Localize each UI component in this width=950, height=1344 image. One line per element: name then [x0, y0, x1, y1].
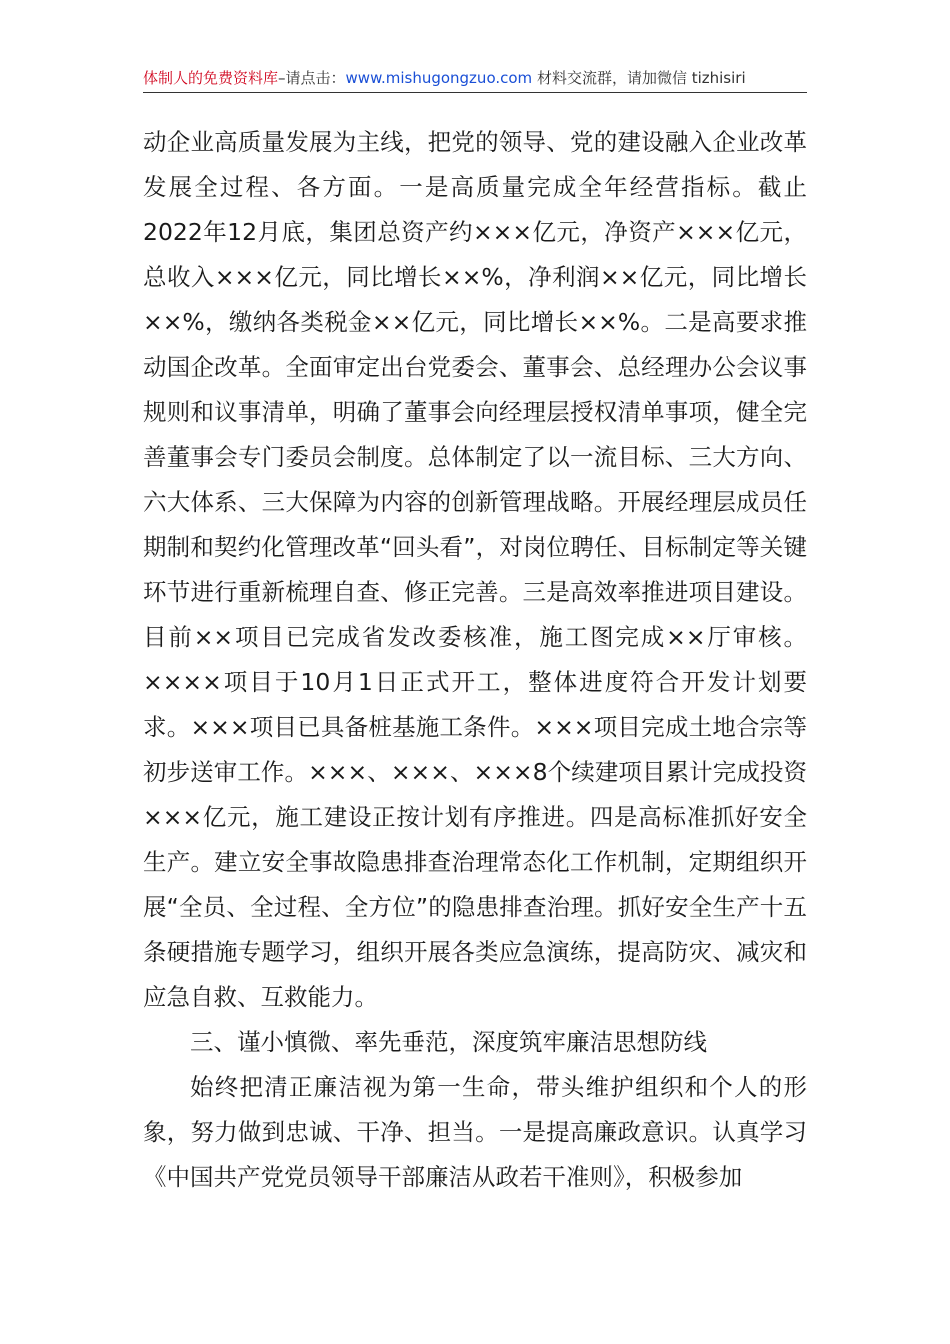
- page-header: [143, 66, 807, 93]
- document-body: [143, 120, 807, 1200]
- paragraph-achievements: 动企业高质量发展为主线，把党的领导、党的建设融入企业改革发展全过程、各方面。一是高质量完成全年经营指标。截止2022年12月底，集团总资产约×××亿元，净资产×××亿元，总收入×××亿元，同比增长××%，净利润××亿元，同比增长××%，缴纳各类税金××亿元，同比增长××%。二是高要求推动国企改革。全面审定出台党委会、董事会、总经理办公会议事规则和议事清单，明确了董事会向经理层授权清单事项，健全完善董事会专门委员会制度。总体制定了以一流目标、三大方向、六大体系、三大保障为内容的创新管理战略。开展经理层成员任期制和契约化管理改革“回头看”，对岗位聘任、目标制定等关键环节进行重新梳理自查、修正完善。三是高效率推进项目建设。目前××项目已完成省发改委核准，施工图完成××厅审核。××××项目于10月1日正式开工，整体进度符合开发计划要求。×××项目已具备桩基施工条件。×××项目完成土地合宗等初步送审工作。×××、×××、×××8个续建项目累计完成投资×××亿元，施工建设正按计划有序推进。四是高标准抓好安全生产。建立安全事故隐患排查治理常态化工作机制，定期组织开展“全员、全过程、全方位”的隐患排查治理。抓好安全生产十五条硬措施专题学习，组织开展各类应急演练，提高防灾、减灾和应急自救、互救能力。: [143, 128, 807, 1011]
- header-prompt: –请点击：: [278, 69, 346, 87]
- section-heading-3: 三、谨小慎微、率先垂范，深度筑牢廉洁思想防线: [190, 1028, 707, 1056]
- header-url-link[interactable]: www.mishugongzuo.com: [345, 69, 533, 87]
- paragraph-integrity: 始终把清正廉洁视为第一生命，带头维护组织和个人的形象，努力做到忠诚、干净、担当。一是提高廉政意识。认真学习《中国共产党党员领导干部廉洁从政若干准则》，积极参加: [143, 1073, 807, 1191]
- header-contact: 材料交流群，请加微信 tizhisiri: [532, 69, 746, 87]
- header-brand: 体制人的免费资料库: [143, 69, 279, 87]
